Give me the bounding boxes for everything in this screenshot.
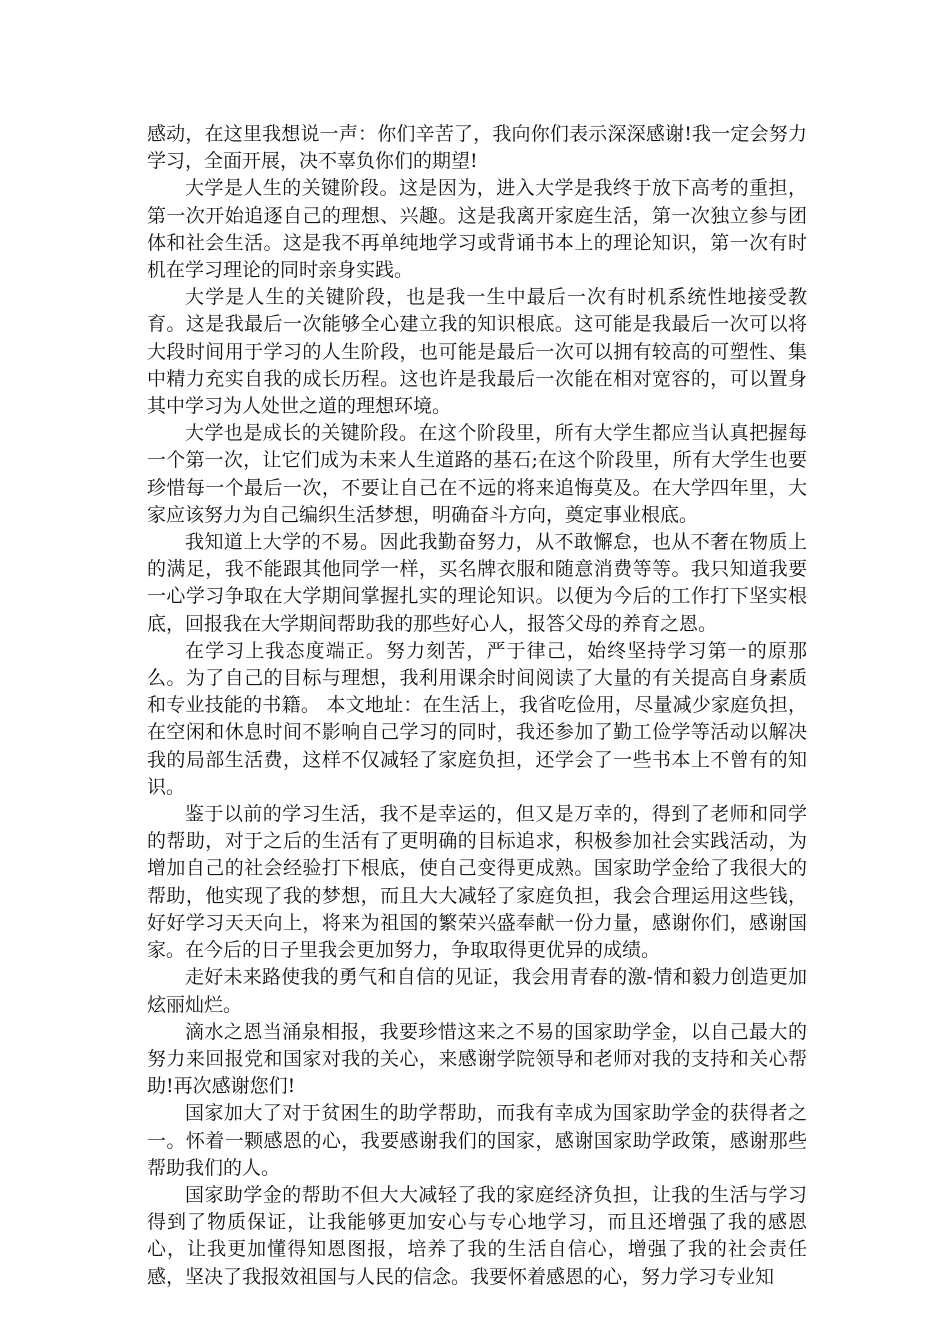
paragraph: 鉴于以前的学习生活，我不是幸运的，但又是万幸的，得到了老师和同学的帮助，对于之后的生活有了更明确的目标追求，积极参加社会实践活动，为增加自己的社会经验打下根底，使自己变得更成熟。国家助学金给了我很大的帮助，他实现了我的梦想，而且大大减轻了家庭负担，我会合理运用这些钱，好好学习天天向上，将来为祖国的繁荣兴盛奉献一份力量，感谢你们，感谢国家。在今后的日子里我会更加努力，争取取得更优异的成绩。 xyxy=(147,803,807,962)
paragraph: 走好未来路使我的勇气和自信的见证，我会用青春的激-情和毅力创造更加炫丽灿烂。 xyxy=(147,966,807,1016)
paragraph: 滴水之恩当涌泉相报，我要珍惜这来之不易的国家助学金，以自己最大的努力来回报党和国家对我的关心，来感谢学院领导和老师对我的支持和关心帮助!再次感谢您们! xyxy=(147,1020,807,1098)
paragraph: 国家加大了对于贫困生的助学帮助，而我有幸成为国家助学金的获得者之一。怀着一颗感恩的心，我要感谢我们的国家，感谢国家助学政策，感谢那些帮助我们的人。 xyxy=(147,1102,807,1179)
document-page xyxy=(147,121,807,1291)
paragraph: 大学也是成长的关键阶段。在这个阶段里，所有大学生都应当认真把握每一个第一次，让它们成为未来人生道路的基石;在这个阶段里，所有大学生也要珍惜每一个最后一次，不要让自己在不远的将来追悔莫及。在大学四年里，大家应该努力为自己编织生活梦想，明确奋斗方向，奠定事业根底。 xyxy=(147,422,807,526)
paragraph: 我知道上大学的不易。因此我勤奋努力，从不敢懈怠，也从不奢在物质上的满足，我不能跟其他同学一样，买名牌衣服和随意消费等等。我只知道我要一心学习争取在大学期间掌握扎实的理论知识。以便为今后的工作打下坚实根底，回报我在大学期间帮助我的那些好心人，报答父母的养育之恩。 xyxy=(147,531,807,635)
paragraph: 在学习上我态度端正。努力刻苦，严于律己，始终坚持学习第一的原那么。为了自己的目标与理想，我利用课余时间阅读了大量的有关提高自身素质和专业技能的书籍。 本文地址：在生活上，我省吃俭用，尽量减少家庭负担，在空闲和休息时间不影响自己学习的同时，我还参加了勤工俭学等活动以解决我的局部生活费，这样不仅减轻了家庭负担，还学会了一些书本上不曾有的知识。 xyxy=(147,639,807,798)
paragraph: 大学是人生的关键阶段，也是我一生中最后一次有时机系统性地接受教育。这是我最后一次能够全心建立我的知识根底。这可能是我最后一次可以将大段时间用于学习的人生阶段，也可能是最后一次可以拥有较高的可塑性、集中精力充实自我的成长历程。这也许是我最后一次能在相对宽容的，可以置身其中学习为人处世之道的理想环境。 xyxy=(147,286,807,418)
paragraph: 国家助学金的帮助不但大大减轻了我的家庭经济负担，让我的生活与学习得到了物质保证，让我能够更加安心与专心地学习，而且还增强了我的感恩心，让我更加懂得知恩图报，培养了我的生活自信心，增强了我的社会责任感，坚决了我报效祖国与人民的信念。我要怀着感恩的心，努力学习专业知 xyxy=(147,1183,807,1288)
paragraph: 大学是人生的关键阶段。这是因为，进入大学是我终于放下高考的重担，第一次开始追逐自己的理想、兴趣。这是我离开家庭生活，第一次独立参与团体和社会生活。这是我不再单纯地学习或背诵书本上的理论知识，第一次有时机在学习理论的同时亲身实践。 xyxy=(147,177,807,282)
paragraph-continued: 感动，在这里我想说一声：你们辛苦了，我向你们表示深深感谢!我一定会努力学习，全面开展，决不辜负你们的期望! xyxy=(147,123,807,173)
